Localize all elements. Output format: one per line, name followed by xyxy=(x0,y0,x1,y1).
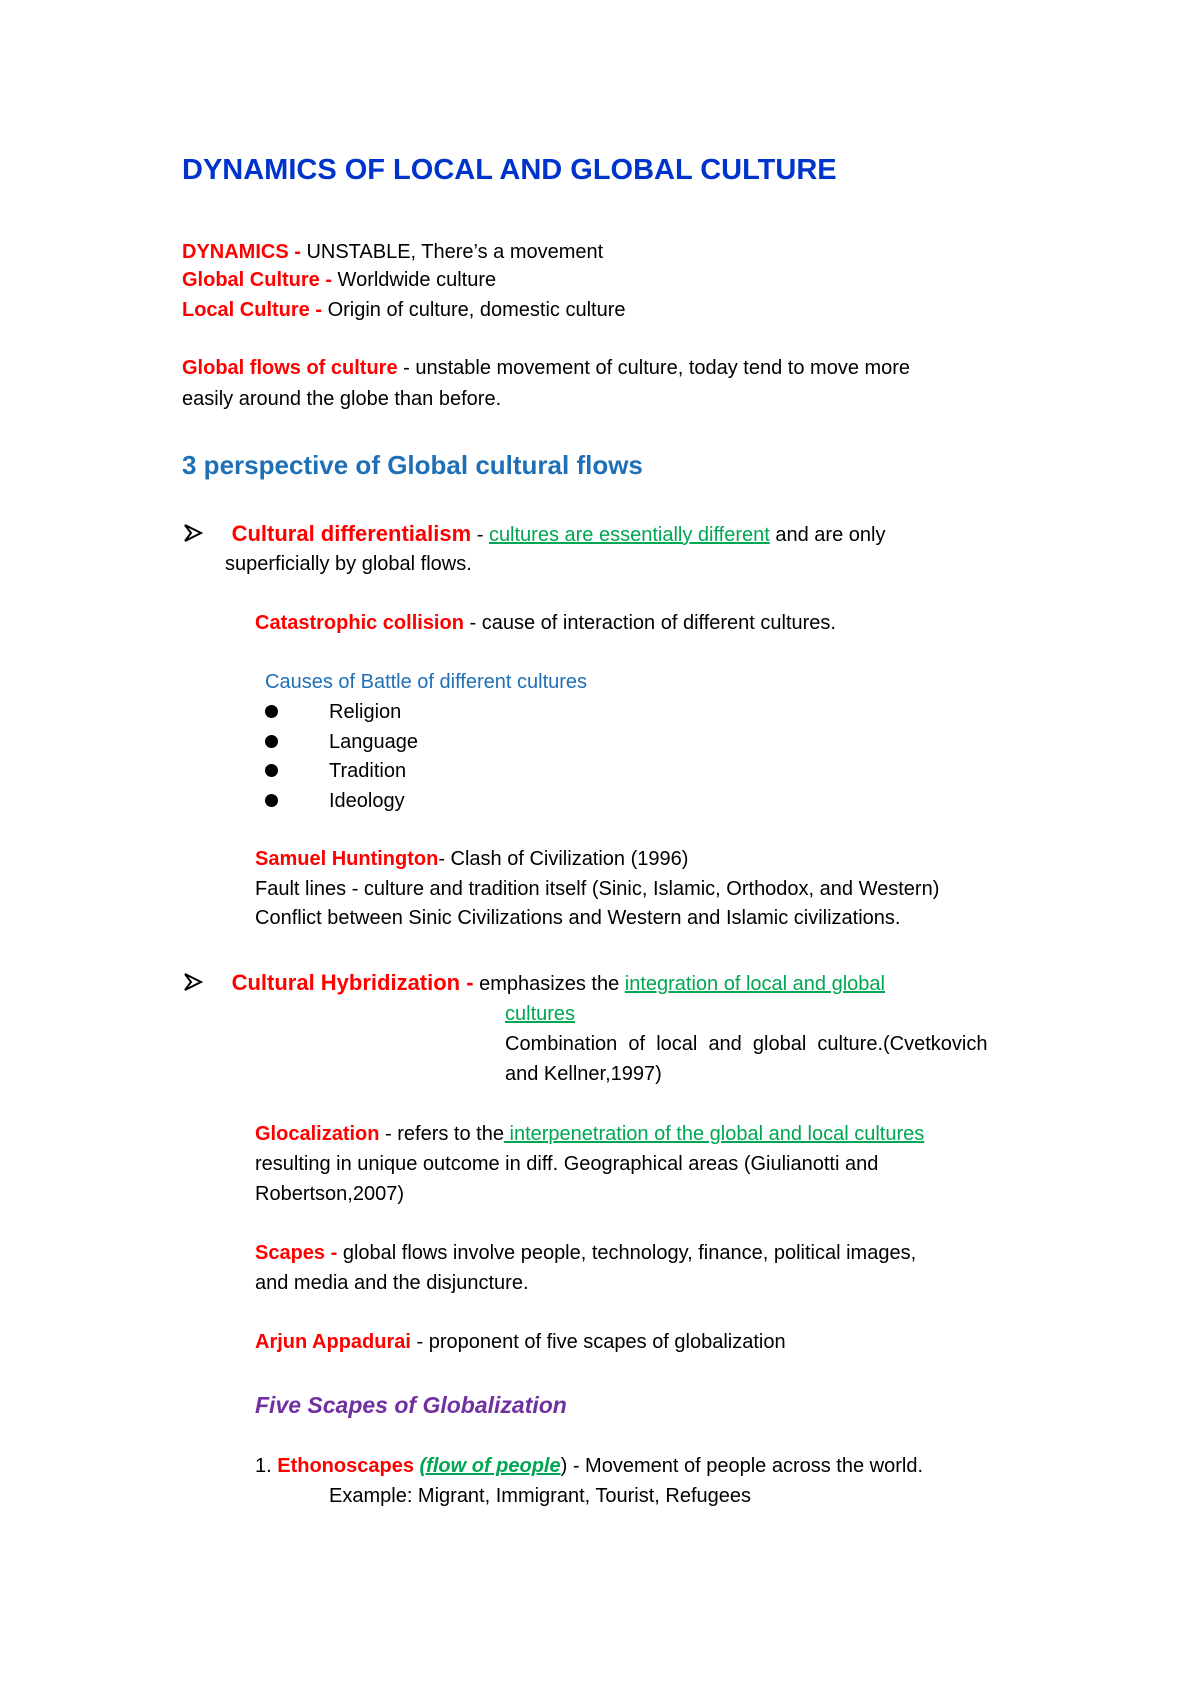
ethnoscapes-text: - Movement of people across the world. xyxy=(567,1455,924,1477)
hybridization-highlight-2: cultures xyxy=(505,1003,576,1025)
differentialism-term: Cultural differentialism xyxy=(231,521,472,546)
global-flows-text: - unstable movement of culture, today tend to move more xyxy=(397,357,911,379)
global-flows-line-1 xyxy=(182,354,910,382)
list-item xyxy=(265,757,407,785)
differentialism-line-2: superficially by global flows. xyxy=(225,553,472,575)
definition-dynamics xyxy=(182,238,603,266)
definition-global-culture xyxy=(182,266,496,294)
collision-line xyxy=(255,609,836,637)
list-item-text: Religion xyxy=(329,701,402,723)
differentialism-line-1 xyxy=(182,520,885,549)
ethnoscapes-highlight: (flow of people xyxy=(419,1455,561,1477)
ethnoscapes-example: Example: Migrant, Immigrant, Tourist, Refugees xyxy=(329,1485,752,1507)
arrow-bullet-icon xyxy=(182,522,204,544)
list-item-text: Language xyxy=(329,731,418,753)
scapes-text: global flows involve people, technology, finance, political images, xyxy=(337,1242,917,1264)
hybridization-line-4: and Kellner,1997) xyxy=(505,1063,662,1085)
scapes-line-2: and media and the disjuncture. xyxy=(255,1272,529,1294)
glocalization-text: - refers to the xyxy=(379,1123,504,1145)
list-number: 1. xyxy=(255,1455,278,1477)
page-title: DYNAMICS OF LOCAL AND GLOBAL CULTURE xyxy=(182,154,837,186)
definition-text: Worldwide culture xyxy=(332,269,497,291)
section-heading: 3 perspective of Global cultural flows xyxy=(182,450,643,480)
differentialism-text: and are only xyxy=(769,524,886,546)
collision-term: Catastrophic collision xyxy=(255,612,464,634)
list-item-text: Tradition xyxy=(329,760,407,782)
ethnoscapes-line-1 xyxy=(255,1452,923,1480)
glocalization-line-1 xyxy=(255,1120,924,1148)
glocalization-line-3: Robertson,2007) xyxy=(255,1183,404,1205)
definition-text: UNSTABLE, There’s a movement xyxy=(300,241,604,263)
glocalization-highlight: interpenetration of the global and local cultures xyxy=(503,1123,925,1145)
hybridization-highlight: integration of local and global xyxy=(624,973,885,995)
huntington-text: - Clash of Civilization (1996) xyxy=(438,848,689,870)
five-scapes-heading: Five Scapes of Globalization xyxy=(255,1392,567,1418)
ethnoscapes-term: Ethonoscapes xyxy=(277,1455,414,1477)
list-item xyxy=(265,728,418,756)
list-item xyxy=(265,787,405,815)
huntington-line-3: Conflict between Sinic Civilizations and Western and Islamic civilizations. xyxy=(255,907,901,929)
bullet-icon xyxy=(265,735,278,748)
huntington-line-1 xyxy=(255,845,688,873)
causes-heading: Causes of Battle of different cultures xyxy=(265,671,588,693)
collision-text: - cause of interaction of different cultures. xyxy=(463,612,836,634)
hybridization-line-1 xyxy=(182,969,885,998)
scapes-term: Scapes - xyxy=(255,1242,338,1264)
glocalization-term: Glocalization xyxy=(255,1123,380,1145)
appadurai-term: Arjun Appadurai xyxy=(255,1331,411,1353)
definition-local-culture xyxy=(182,296,625,324)
differentialism-highlight: cultures are essentially different xyxy=(488,524,770,546)
list-item xyxy=(265,698,402,726)
global-flows-line-2: easily around the globe than before. xyxy=(182,388,502,410)
huntington-line-2: Fault lines - culture and tradition itself (Sinic, Islamic, Orthodox, and Western) xyxy=(255,878,940,900)
hybridization-line-3: Combination of local and global culture.(Cvetkovich xyxy=(505,1033,988,1055)
bullet-icon xyxy=(265,705,278,718)
dash: - xyxy=(471,524,489,546)
appadurai-text: - proponent of five scapes of globalization xyxy=(410,1331,786,1353)
huntington-term: Samuel Huntington xyxy=(255,848,439,870)
definition-term: Local Culture - xyxy=(182,299,323,321)
bullet-icon xyxy=(265,764,278,777)
scapes-line-1 xyxy=(255,1239,916,1267)
appadurai-line xyxy=(255,1328,786,1356)
bullet-icon xyxy=(265,794,278,807)
paren-close: ) xyxy=(560,1455,568,1477)
definition-term: Global Culture - xyxy=(182,269,332,291)
global-flows-term: Global flows of culture xyxy=(182,357,398,379)
arrow-bullet-icon xyxy=(182,971,204,993)
glocalization-line-2: resulting in unique outcome in diff. Geographical areas (Giulianotti and xyxy=(255,1153,879,1175)
list-item-text: Ideology xyxy=(329,790,405,812)
definition-term: DYNAMICS - xyxy=(182,241,301,263)
hybridization-term: Cultural Hybridization - xyxy=(231,970,474,995)
definition-text: Origin of culture, domestic culture xyxy=(322,299,626,321)
hybridization-text: emphasizes the xyxy=(473,973,625,995)
